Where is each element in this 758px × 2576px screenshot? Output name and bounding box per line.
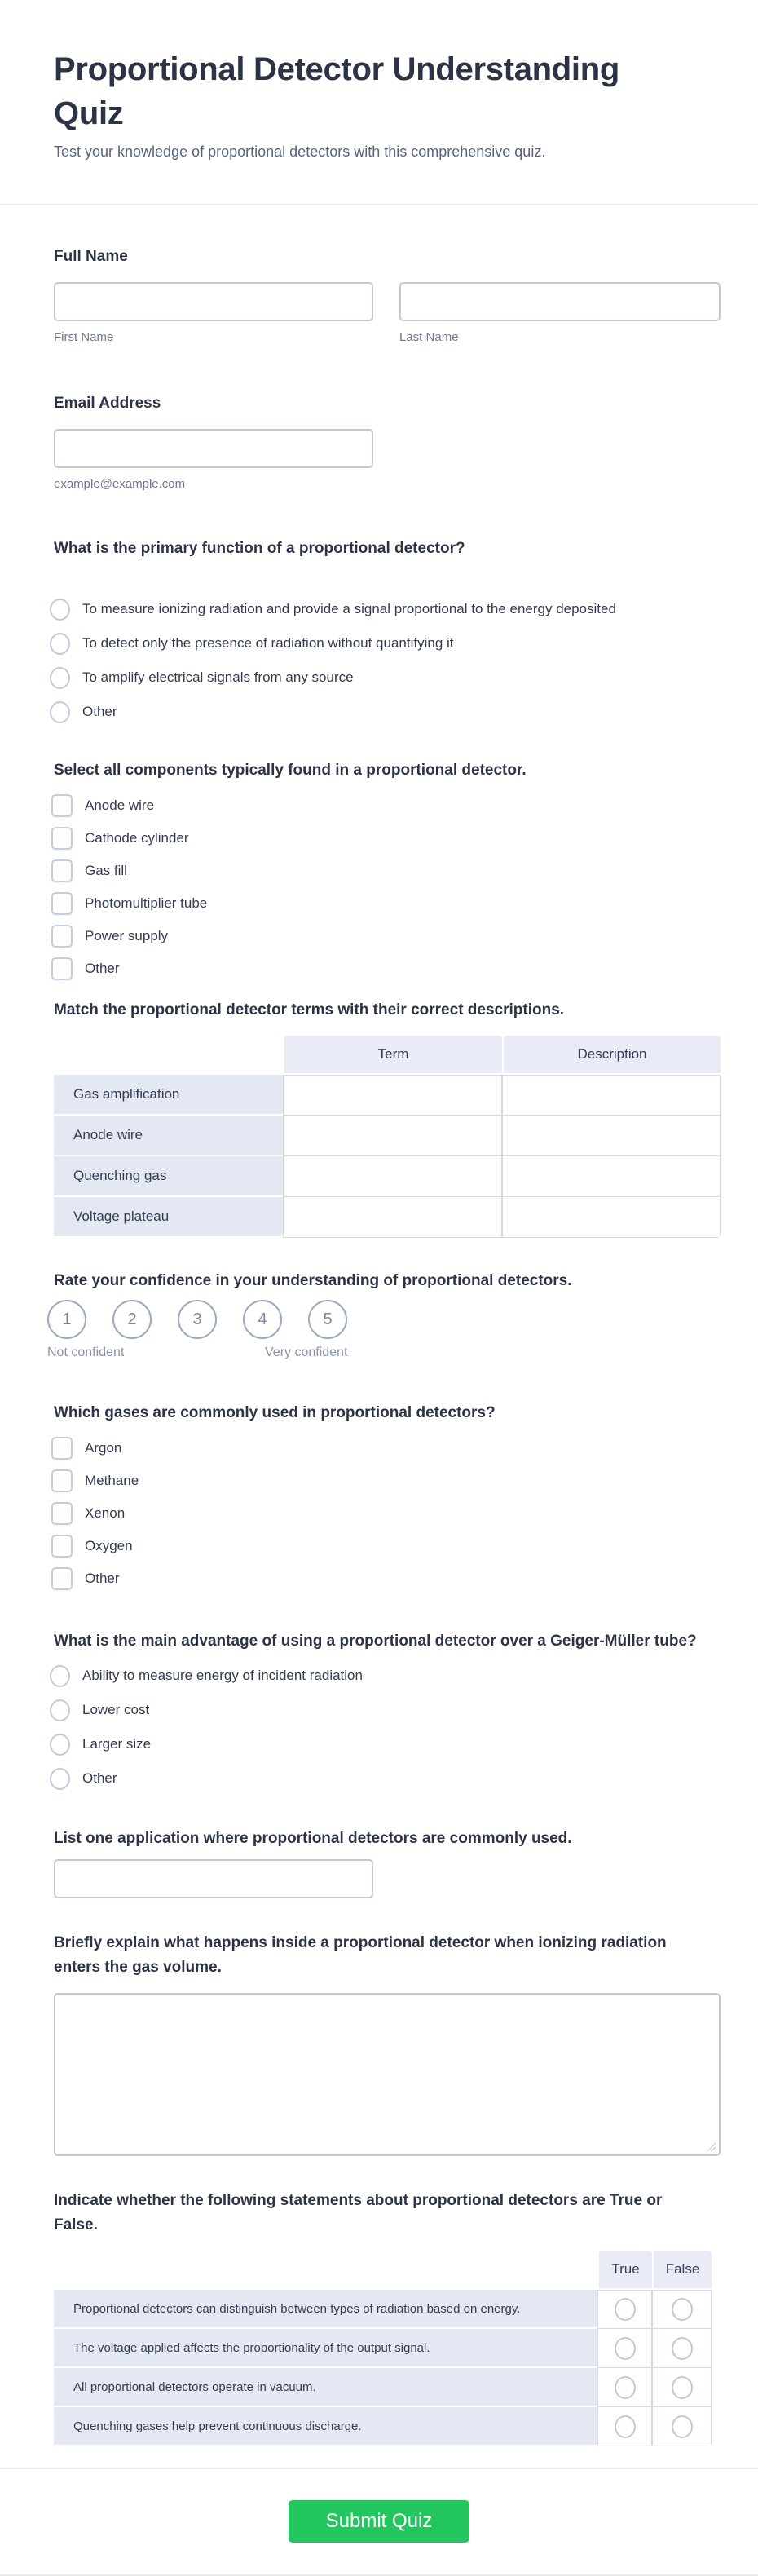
question-application: List one application where proportional detectors are commonly used. bbox=[54, 1830, 572, 1847]
checkbox-icon[interactable] bbox=[51, 925, 73, 948]
checkbox-icon[interactable] bbox=[51, 1567, 73, 1590]
question-truefalse: Indicate whether the following statements about proportional detectors are True or False. bbox=[54, 2192, 663, 2234]
checkbox-option[interactable] bbox=[54, 1432, 721, 1465]
page-title: Proportional Detector Understanding Quiz bbox=[54, 51, 619, 131]
option-label: Anode wire bbox=[85, 798, 155, 813]
last-name-sublabel: Last Name bbox=[399, 330, 459, 344]
checkbox-icon[interactable] bbox=[51, 892, 73, 915]
truefalse-true-cell[interactable] bbox=[597, 2329, 652, 2368]
match-col-description: Description bbox=[502, 1036, 721, 1075]
question-match: Match the proportional detector terms with their correct descriptions. bbox=[54, 1001, 565, 1018]
truefalse-table bbox=[54, 2251, 712, 2446]
gases-options bbox=[54, 1432, 721, 1595]
truefalse-statement: Proportional detectors can distinguish between types of radiation based on energy. bbox=[54, 2290, 597, 2329]
radio-icon[interactable] bbox=[50, 633, 70, 655]
radio-icon[interactable] bbox=[615, 2337, 636, 2360]
option-label: Photomultiplier tube bbox=[85, 895, 208, 911]
match-row-label: Anode wire bbox=[54, 1116, 283, 1156]
rating-max-label: Very confident bbox=[265, 1345, 348, 1359]
radio-icon[interactable] bbox=[672, 2337, 693, 2360]
radio-icon[interactable] bbox=[672, 2415, 693, 2438]
first-name-input[interactable] bbox=[54, 282, 373, 321]
option-label: Other bbox=[85, 1571, 120, 1586]
radio-icon[interactable] bbox=[50, 1699, 70, 1721]
truefalse-statement: Quenching gases help prevent continuous discharge. bbox=[54, 2407, 597, 2446]
first-name-sublabel: First Name bbox=[54, 330, 114, 344]
checkbox-option[interactable] bbox=[54, 1530, 721, 1562]
confidence-rating-scale bbox=[47, 1300, 721, 1363]
checkbox-option[interactable] bbox=[54, 1562, 721, 1595]
radio-icon[interactable] bbox=[50, 1768, 70, 1790]
radio-icon[interactable] bbox=[50, 1665, 70, 1687]
option-label: Xenon bbox=[85, 1505, 126, 1521]
checkbox-icon[interactable] bbox=[51, 827, 73, 850]
checkbox-icon[interactable] bbox=[51, 957, 73, 980]
option-label: Cathode cylinder bbox=[85, 830, 189, 846]
truefalse-col-true: True bbox=[597, 2251, 652, 2290]
rating-circle-4[interactable]: 4 bbox=[243, 1300, 282, 1339]
email-label: Email Address bbox=[54, 395, 161, 412]
checkbox-option[interactable] bbox=[54, 789, 721, 822]
match-cell-description[interactable] bbox=[502, 1075, 721, 1116]
radio-icon[interactable] bbox=[615, 2376, 636, 2399]
radio-icon[interactable] bbox=[50, 599, 70, 621]
truefalse-statement: All proportional detectors operate in vacuum. bbox=[54, 2368, 597, 2407]
radio-option[interactable] bbox=[54, 695, 721, 729]
checkbox-option[interactable] bbox=[54, 920, 721, 952]
match-cell-term[interactable] bbox=[283, 1075, 502, 1116]
match-row-label: Gas amplification bbox=[54, 1075, 283, 1116]
option-label: Argon bbox=[85, 1440, 122, 1456]
truefalse-false-cell[interactable] bbox=[652, 2329, 712, 2368]
question-gases: Which gases are commonly used in proportional detectors? bbox=[54, 1404, 496, 1421]
checkbox-option[interactable] bbox=[54, 1465, 721, 1497]
submit-quiz-button[interactable]: Submit Quiz bbox=[289, 2500, 469, 2543]
match-table-corner bbox=[54, 1036, 283, 1075]
truefalse-false-cell[interactable] bbox=[652, 2407, 712, 2446]
email-input[interactable] bbox=[54, 429, 373, 468]
question-primary-function: What is the primary function of a proportional detector? bbox=[54, 540, 465, 557]
option-label: Ability to measure energy of incident radiation bbox=[82, 1668, 363, 1683]
match-row-label: Voltage plateau bbox=[54, 1197, 283, 1238]
radio-icon[interactable] bbox=[672, 2298, 693, 2321]
primary-function-options bbox=[54, 592, 721, 729]
page-subtitle: Test your knowledge of proportional detectors with this comprehensive quiz. bbox=[54, 144, 546, 160]
email-sublabel: example@example.com bbox=[54, 477, 186, 491]
checkbox-option[interactable] bbox=[54, 1497, 721, 1530]
checkbox-icon[interactable] bbox=[51, 1502, 73, 1525]
checkbox-icon[interactable] bbox=[51, 1469, 73, 1492]
header-divider bbox=[0, 204, 758, 205]
rating-circle-1[interactable]: 1 bbox=[47, 1300, 86, 1339]
application-input[interactable] bbox=[54, 1859, 373, 1898]
rating-circle-5[interactable]: 5 bbox=[308, 1300, 347, 1339]
rating-min-label: Not confident bbox=[47, 1345, 125, 1359]
radio-option[interactable] bbox=[54, 1693, 721, 1727]
option-label: To detect only the presence of radiation without quantifying it bbox=[82, 635, 454, 651]
match-cell-term[interactable] bbox=[283, 1156, 502, 1197]
match-table bbox=[54, 1036, 721, 1238]
question-advantage: What is the main advantage of using a proportional detector over a Geiger-Müller tube? bbox=[54, 1633, 697, 1650]
match-cell-description[interactable] bbox=[502, 1197, 721, 1238]
truefalse-false-cell[interactable] bbox=[652, 2290, 712, 2329]
option-label: Other bbox=[82, 1770, 117, 1786]
radio-icon[interactable] bbox=[50, 667, 70, 689]
match-col-term: Term bbox=[283, 1036, 502, 1075]
truefalse-corner bbox=[54, 2251, 597, 2290]
radio-icon[interactable] bbox=[615, 2415, 636, 2438]
option-label: Larger size bbox=[82, 1736, 152, 1752]
radio-option[interactable] bbox=[54, 592, 721, 626]
full-name-label: Full Name bbox=[54, 248, 128, 265]
checkbox-icon[interactable] bbox=[51, 1535, 73, 1558]
radio-icon[interactable] bbox=[615, 2298, 636, 2321]
match-cell-term[interactable] bbox=[283, 1116, 502, 1156]
rating-circle-3[interactable]: 3 bbox=[178, 1300, 217, 1339]
last-name-input[interactable] bbox=[399, 282, 721, 321]
question-confidence: Rate your confidence in your understanding of proportional detectors. bbox=[54, 1272, 572, 1289]
option-label: Methane bbox=[85, 1473, 139, 1488]
match-cell-description[interactable] bbox=[502, 1116, 721, 1156]
rating-circle-2[interactable]: 2 bbox=[112, 1300, 152, 1339]
footer-divider bbox=[0, 2468, 758, 2469]
question-components: Select all components typically found in a proportional detector. bbox=[54, 762, 527, 779]
option-label: Oxygen bbox=[85, 1538, 133, 1553]
radio-option[interactable] bbox=[54, 1727, 721, 1761]
radio-icon[interactable] bbox=[50, 1734, 70, 1756]
question-explain: Briefly explain what happens inside a proportional detector when ionizing radiation enters the gas volume. bbox=[54, 1934, 667, 1976]
advantage-options bbox=[54, 1659, 721, 1796]
truefalse-col-false: False bbox=[652, 2251, 712, 2290]
radio-icon[interactable] bbox=[672, 2376, 693, 2399]
checkbox-option[interactable] bbox=[54, 855, 721, 887]
radio-option[interactable] bbox=[54, 1659, 721, 1693]
truefalse-false-cell[interactable] bbox=[652, 2368, 712, 2407]
option-label: To measure ionizing radiation and provide a signal proportional to the energy deposited bbox=[82, 601, 616, 616]
option-label: To amplify electrical signals from any source bbox=[82, 669, 354, 685]
truefalse-true-cell[interactable] bbox=[597, 2290, 652, 2329]
radio-option[interactable] bbox=[54, 661, 721, 695]
radio-icon[interactable] bbox=[50, 701, 70, 723]
components-options bbox=[54, 789, 721, 985]
truefalse-true-cell[interactable] bbox=[597, 2368, 652, 2407]
radio-option[interactable] bbox=[54, 1761, 721, 1796]
checkbox-icon[interactable] bbox=[51, 1437, 73, 1460]
truefalse-statement: The voltage applied affects the proportionality of the output signal. bbox=[54, 2329, 597, 2368]
checkbox-icon[interactable] bbox=[51, 794, 73, 817]
radio-option[interactable] bbox=[54, 626, 721, 661]
checkbox-option[interactable] bbox=[54, 822, 721, 855]
option-label: Power supply bbox=[85, 928, 169, 943]
checkbox-icon[interactable] bbox=[51, 859, 73, 882]
truefalse-true-cell[interactable] bbox=[597, 2407, 652, 2446]
match-cell-term[interactable] bbox=[283, 1197, 502, 1238]
match-row-label: Quenching gas bbox=[54, 1156, 283, 1197]
checkbox-option[interactable] bbox=[54, 887, 721, 920]
option-label: Lower cost bbox=[82, 1702, 150, 1717]
option-label: Gas fill bbox=[85, 863, 127, 878]
checkbox-option[interactable] bbox=[54, 952, 721, 985]
resize-handle-icon[interactable] bbox=[706, 2141, 716, 2151]
match-cell-description[interactable] bbox=[502, 1156, 721, 1197]
explain-textarea[interactable] bbox=[54, 1993, 721, 2156]
option-label: Other bbox=[85, 961, 120, 976]
option-label: Other bbox=[82, 704, 117, 719]
full-name-fields bbox=[54, 282, 721, 346]
